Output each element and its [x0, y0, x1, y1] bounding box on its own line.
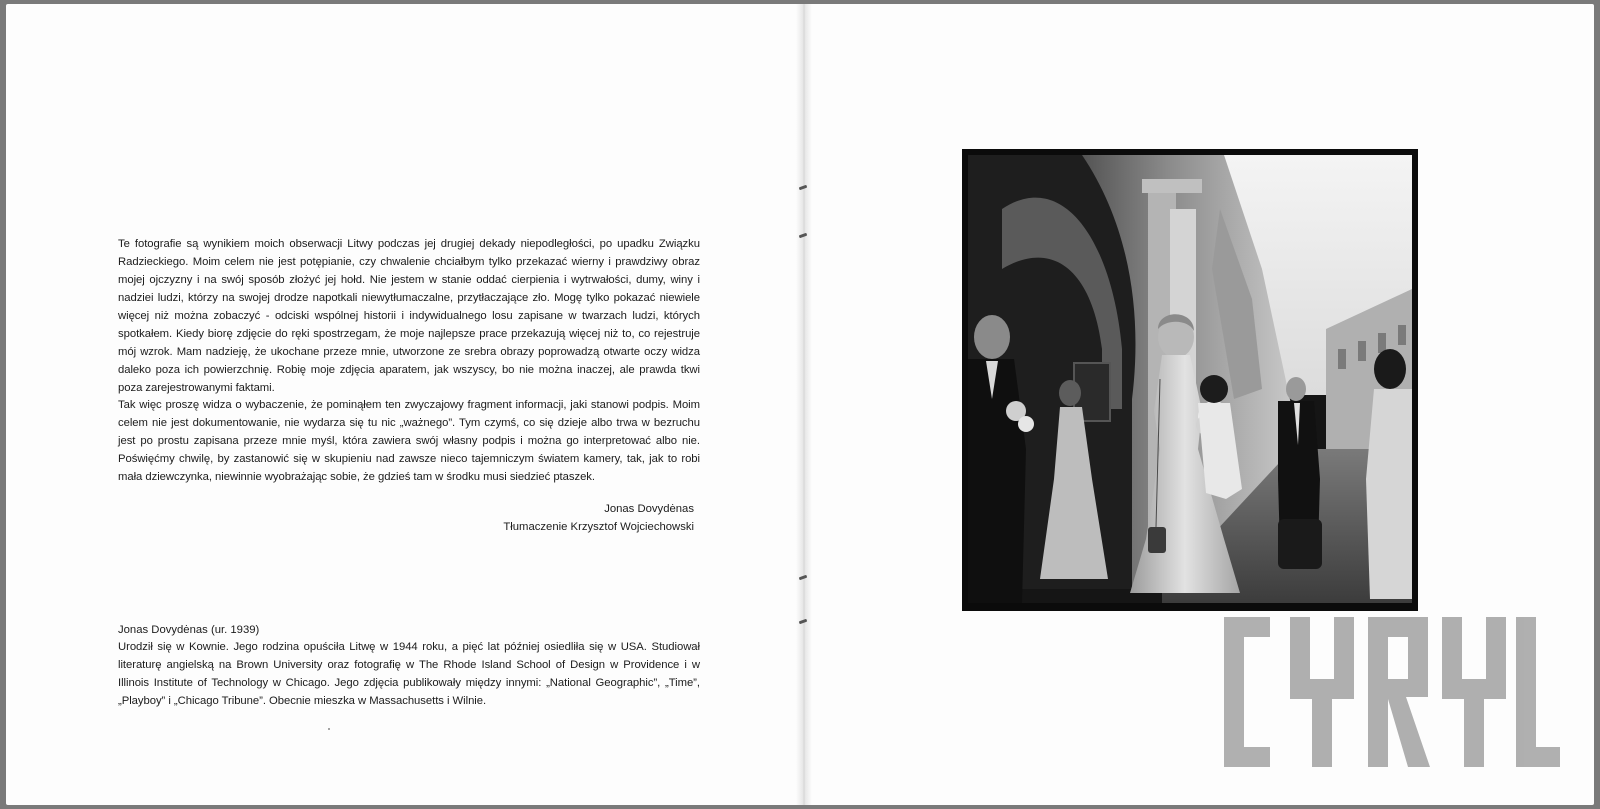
cyryl-watermark-logo [1224, 617, 1560, 767]
intro-paragraph-2: Tak więc proszę widza o wybaczenie, że pominąłem ten zwyczajowy fragment informacji, jaki stanowi podpis. Moim celem nie jest dokumentowanie, nie wydarza się tu nic „ważnego”. Tym czymś, co się dzieje albo trwa w bezruchu jest po prostu zapisana przeze mnie myśl, która zawiera swój własny podpis i można go interpretować albo nie. Poświęćmy chwilę, by zastanowić się w skupieniu nad zawsze nieco tajemniczym światem kamery, tak, jak to robi mała dziewczynka, niewinnie wyobrażając sobie, że gdzieś tam w środku musi siedzieć ptaszek. [118, 399, 700, 483]
left-page [6, 4, 802, 805]
wedding-photograph [962, 149, 1418, 611]
translator-credit: Tłumaczenie Krzysztof Wojciechowski [503, 521, 694, 533]
author-signature: Jonas Dovydėnas [604, 503, 694, 515]
bio-title: Jonas Dovydėnas (ur. 1939) [118, 624, 260, 636]
bio-text: Urodził się w Kownie. Jego rodzina opuściła Litwę w 1944 roku, a pięć lat później osiedliła się w USA. Studiował literaturę angielską na Brown University oraz fotografię w The Rhode Island School of Design w Providence i w Illinois Institute of Technology w Chicago. Jego zdjęcia publikowały między innymi: „National Geographic”, „Time”, „Playboy” i „Chicago Tribune”. Obecnie mieszka w Massachusetts i Wilnie. [118, 641, 700, 707]
book-gutter [796, 4, 812, 805]
intro-paragraph-1: Te fotografie są wynikiem moich obserwacji Litwy podczas jej drugiej dekady niepodległości, po upadku Związku Radzieckiego. Moim celem nie jest potępianie, czy chwalenie chciałbym tylko przekazać wierny i prawdziwy obraz mojej ojczyzny i na swój sposób złożyć jej hołd. Nie jestem w stanie oddać cierpienia i wytrwałości, dumy, winy i nadziei ludzi, którzy na swojej drodze napotkali niewytłumaczalne, przytłaczające zło. Mogę tylko pokazać niewiele więcej niż można zobaczyć - odciski wspólnej historii i indywidualnego losu zapisane w twarzach ludzi, których spotkałem. Kiedy biorę zdjęcie do ręki spostrzegam, że moje najlepsze prace przekazują więcej niż to, co rejestruje mój wzrok. Mam nadzieję, że ukochane przeze mnie, utworzone ze srebra obrazy poprowadzą otwarte oczy widza daleko poza ich powierzchnię. Robię moje zdjęcia aparatem, jak wszyscy, bo nie można inaczej, ale prawda tkwi poza zarejestrowanymi faktami. [118, 238, 700, 394]
paper-speck [328, 728, 330, 730]
